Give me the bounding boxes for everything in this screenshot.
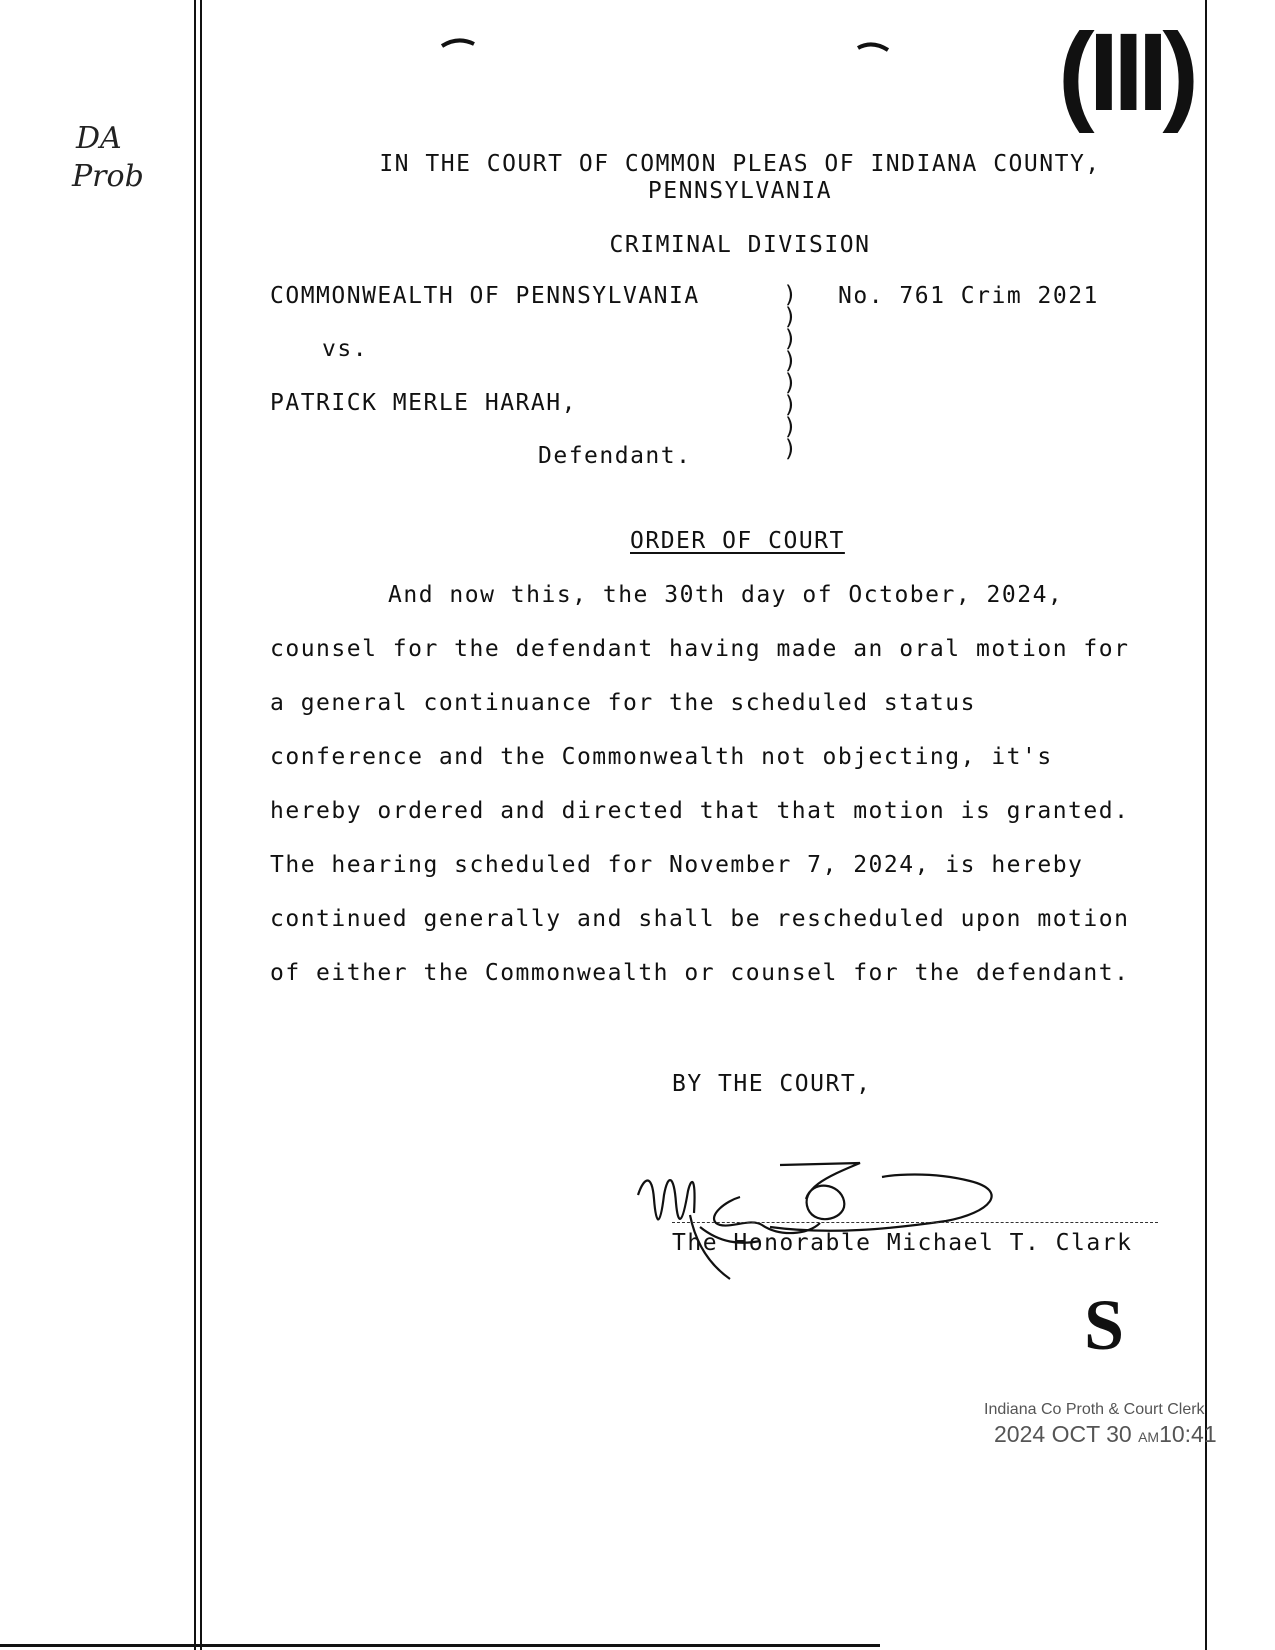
case-number: No. 761 Crim 2021 xyxy=(838,283,1099,309)
stamp-year: 2024 xyxy=(994,1421,1046,1447)
order-line: And now this, the 30th day of October, 2024, xyxy=(388,582,1064,608)
caption-paren: ) xyxy=(783,304,799,330)
defendant-role: Defendant. xyxy=(538,443,692,469)
left-margin-rule-inner xyxy=(200,0,202,1650)
stamp-office: Indiana Co Proth & Court Clerk xyxy=(984,1401,1205,1418)
court-heading-line1: IN THE COURT OF COMMON PLEAS OF INDIANA COUNTY, xyxy=(379,151,1101,177)
margin-note-line2: Prob xyxy=(72,159,144,194)
order-title: ORDER OF COURT xyxy=(630,528,845,554)
stamp-month-day: OCT 30 xyxy=(1051,1421,1132,1447)
order-line: a general continuance for the scheduled status xyxy=(270,690,976,716)
division-heading: CRIMINAL DIVISION xyxy=(609,232,871,258)
order-line: of either the Commonwealth or counsel for the defendant. xyxy=(270,960,1130,986)
order-line: continued generally and shall be rescheduled upon motion xyxy=(270,906,1130,932)
order-line: hereby ordered and directed that that motion is granted. xyxy=(270,798,1130,824)
caption-paren: ) xyxy=(783,370,799,396)
judge-name: The Honorable Michael T. Clark xyxy=(672,1230,1133,1256)
clerk-stamp xyxy=(984,1398,1217,1449)
defendant-name: PATRICK MERLE HARAH, xyxy=(270,390,577,416)
margin-note-line1: DA xyxy=(76,121,122,156)
caption-paren: ) xyxy=(783,348,799,374)
signature-line xyxy=(672,1222,1158,1223)
stamp-time: 10:41 xyxy=(1159,1421,1217,1447)
s-mark: S xyxy=(1084,1285,1125,1365)
caption-parentheses xyxy=(783,284,803,460)
stamp-date xyxy=(984,1421,1217,1449)
caption-paren: ) xyxy=(783,392,799,418)
caption-paren: ) xyxy=(783,436,799,462)
left-margin-rule xyxy=(194,0,196,1650)
margin-note xyxy=(72,120,144,196)
caption-paren: ) xyxy=(783,326,799,352)
stamp-ampm: AM xyxy=(1138,1429,1160,1445)
order-line: counsel for the defendant having made an oral motion for xyxy=(270,636,1130,662)
plaintiff-name: COMMONWEALTH OF PENNSYLVANIA xyxy=(270,283,700,309)
order-line: The hearing scheduled for November 7, 2024, is hereby xyxy=(270,852,1084,878)
versus-label: vs. xyxy=(322,336,369,362)
judge-signature xyxy=(630,1155,1050,1285)
bottom-rule xyxy=(0,1644,880,1647)
order-line: conference and the Commonwealth not objecting, it's xyxy=(270,744,1053,770)
by-the-court: BY THE COURT, xyxy=(672,1071,872,1097)
top-scan-mark-left xyxy=(440,36,476,50)
corner-mark: (III) xyxy=(1058,11,1193,134)
caption-paren: ) xyxy=(783,414,799,440)
caption-paren: ) xyxy=(783,282,799,308)
court-heading-line2: PENNSYLVANIA xyxy=(647,178,833,204)
top-scan-mark-right xyxy=(856,40,890,54)
